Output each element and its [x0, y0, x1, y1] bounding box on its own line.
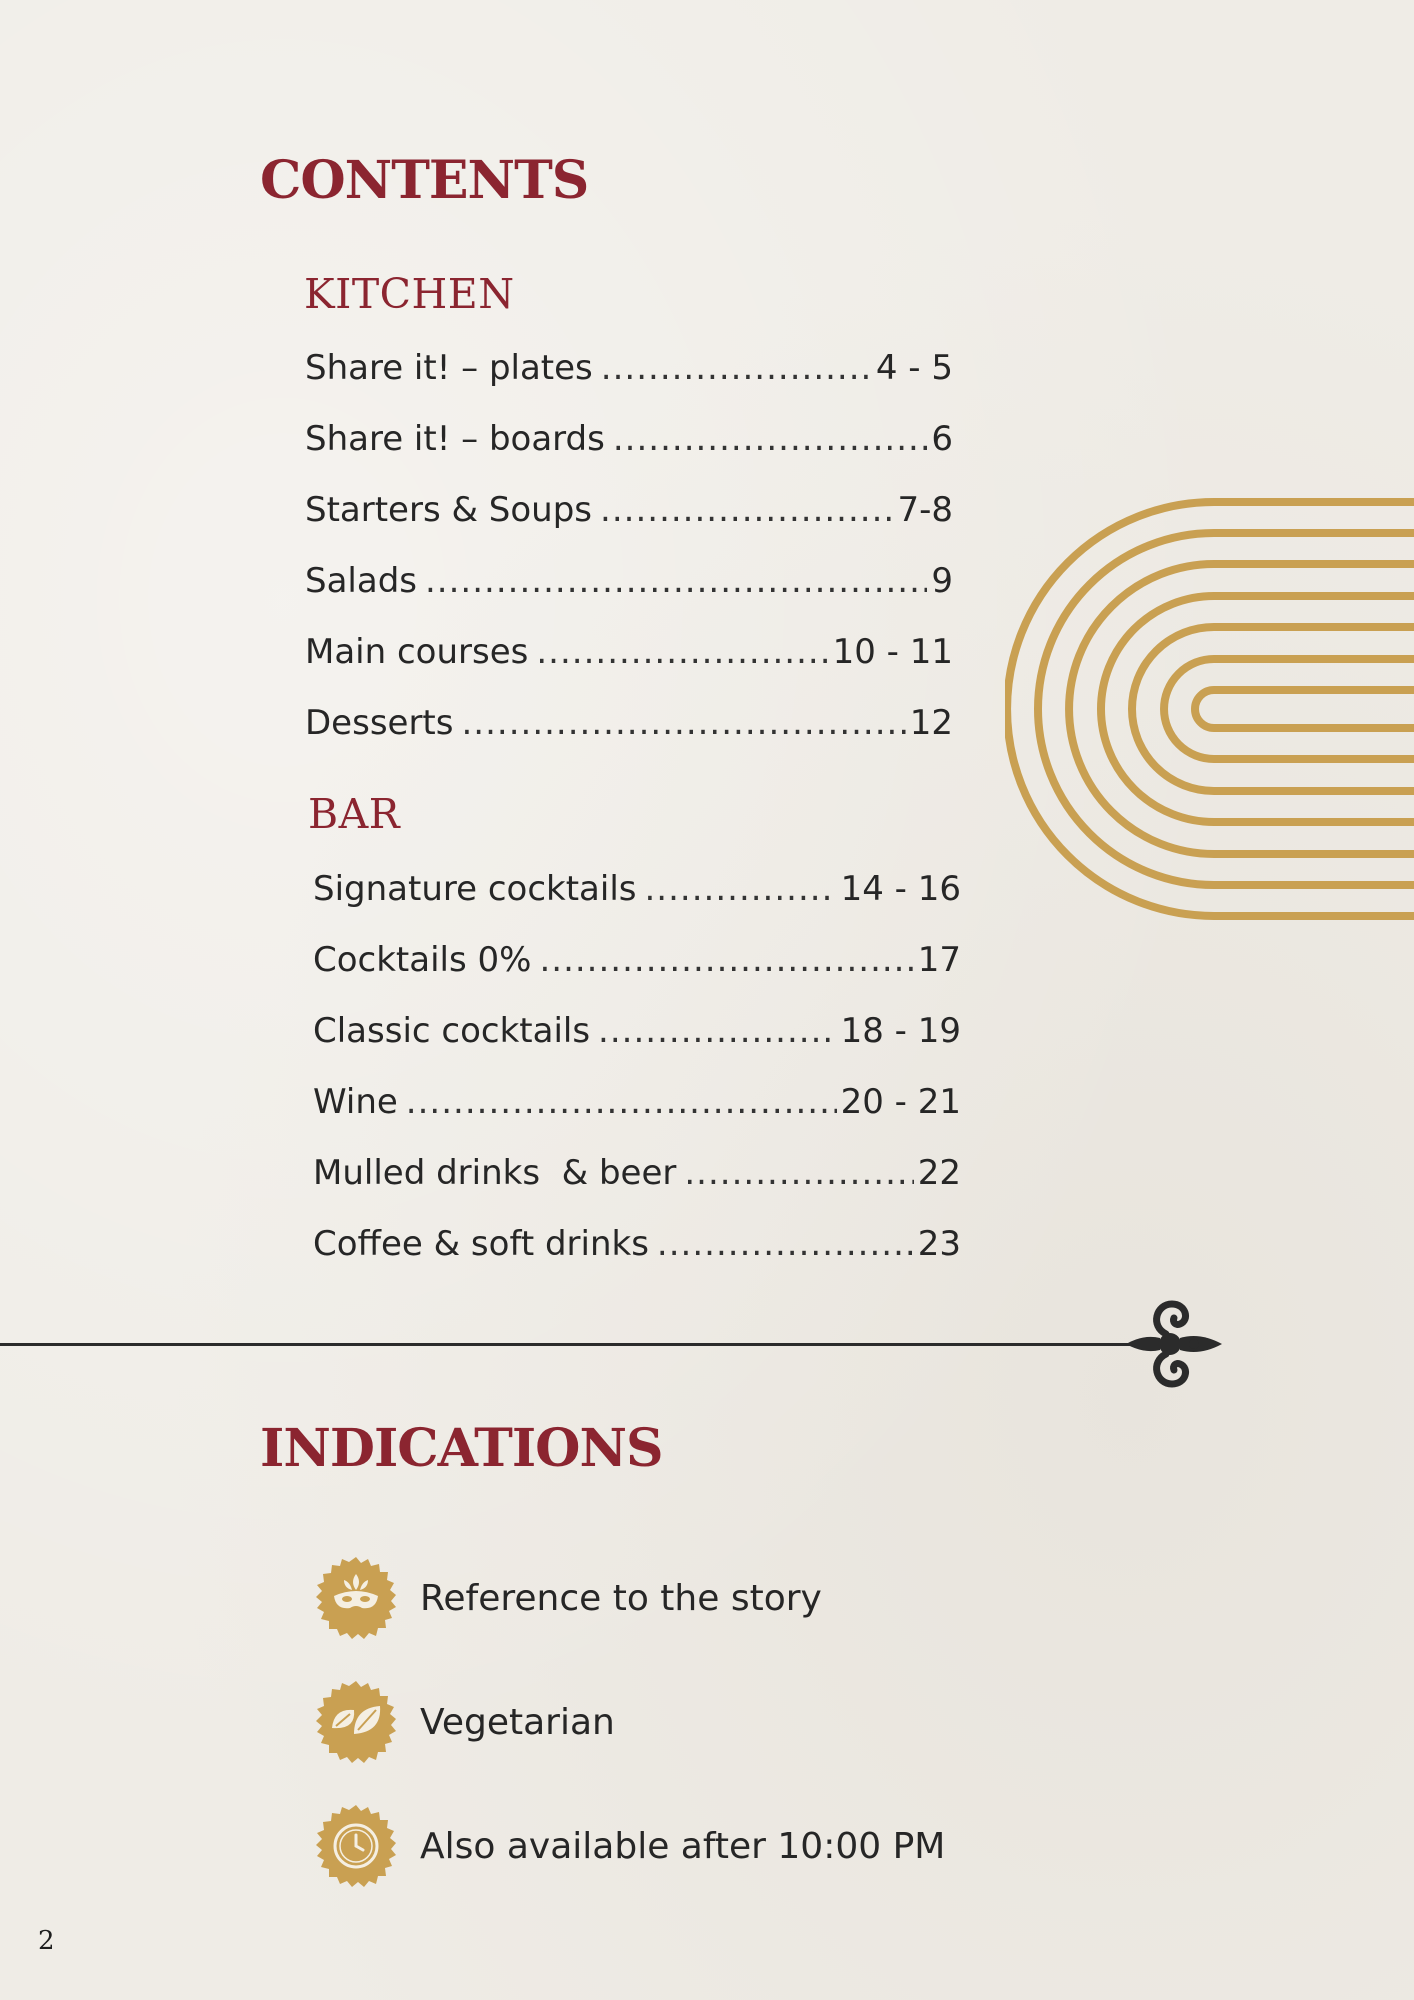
indications-legend: [314, 1536, 945, 1908]
mask-icon: [314, 1556, 398, 1640]
dot-leader: [406, 1077, 837, 1127]
toc-entry[interactable]: [305, 698, 953, 769]
legend-label: Reference to the story: [420, 1577, 822, 1619]
dot-leader: [598, 1006, 837, 1056]
dot-leader: [539, 935, 913, 985]
toc-entry-page: 22: [917, 1153, 961, 1193]
toc-entry-label: Share it! – plates: [305, 348, 593, 388]
toc-entry-label: Share it! – boards: [305, 419, 605, 459]
toc-entry[interactable]: [305, 485, 953, 556]
toc-entry[interactable]: [305, 414, 953, 485]
toc-entry-page: 18 - 19: [840, 1011, 961, 1051]
toc-entry-label: Signature cocktails: [313, 869, 637, 909]
toc-entry[interactable]: [313, 1077, 961, 1148]
toc-entry-page: 17: [917, 940, 961, 980]
kitchen-heading: KITCHEN: [304, 270, 515, 318]
contents-title: CONTENTS: [260, 150, 589, 211]
clock-icon: [314, 1804, 398, 1888]
legend-label: Vegetarian: [420, 1701, 615, 1743]
dot-leader: [600, 485, 893, 535]
toc-entry-label: Coffee & soft drinks: [313, 1224, 649, 1264]
toc-entry-label: Starters & Soups: [305, 490, 593, 530]
toc-entry-label: Mulled drinks & beer: [313, 1153, 677, 1193]
toc-entry-page: 23: [917, 1224, 961, 1264]
toc-entry[interactable]: [313, 1148, 961, 1219]
toc-entry-label: Salads: [305, 561, 417, 601]
leaf-icon: [314, 1680, 398, 1764]
toc-entry-label: Wine: [313, 1082, 398, 1122]
dot-leader: [613, 414, 928, 464]
section-divider: [0, 1343, 1140, 1346]
legend-item: [314, 1660, 945, 1784]
legend-item: [314, 1784, 945, 1908]
arches-ornament: [1005, 498, 1414, 920]
legend-item: [314, 1536, 945, 1660]
indications-title: INDICATIONS: [260, 1418, 663, 1479]
toc-entry-page: 10 - 11: [832, 632, 953, 672]
toc-entry-page: 7-8: [897, 490, 953, 530]
toc-entry[interactable]: [305, 343, 953, 414]
page-number: 2: [38, 1926, 55, 1956]
kitchen-toc-list: [305, 343, 953, 769]
toc-entry[interactable]: [313, 935, 961, 1006]
toc-entry-page: 4 - 5: [875, 348, 953, 388]
toc-entry-page: 20 - 21: [840, 1082, 961, 1122]
toc-entry[interactable]: [305, 556, 953, 627]
bar-toc-list: [313, 864, 961, 1290]
toc-entry-page: 12: [909, 703, 953, 743]
toc-entry-page: 14 - 16: [840, 869, 961, 909]
toc-entry[interactable]: [313, 1006, 961, 1077]
toc-entry-page: 9: [931, 561, 953, 601]
toc-entry[interactable]: [305, 627, 953, 698]
toc-entry[interactable]: [313, 1219, 961, 1290]
toc-entry-label: Cocktails 0%: [313, 940, 532, 980]
dot-leader: [601, 343, 872, 393]
toc-entry[interactable]: [313, 864, 961, 935]
dot-leader: [425, 556, 927, 606]
dot-leader: [536, 627, 828, 677]
toc-entry-label: Desserts: [305, 703, 454, 743]
dot-leader: [657, 1219, 914, 1269]
toc-entry-page: 6: [931, 419, 953, 459]
toc-entry-label: Classic cocktails: [313, 1011, 591, 1051]
dot-leader: [684, 1148, 913, 1198]
dot-leader: [461, 698, 905, 748]
toc-entry-label: Main courses: [305, 632, 529, 672]
bar-heading: BAR: [308, 790, 401, 838]
fleuron-icon: [1122, 1298, 1226, 1390]
dot-leader: [644, 864, 836, 914]
legend-label: Also available after 10:00 PM: [420, 1825, 946, 1867]
